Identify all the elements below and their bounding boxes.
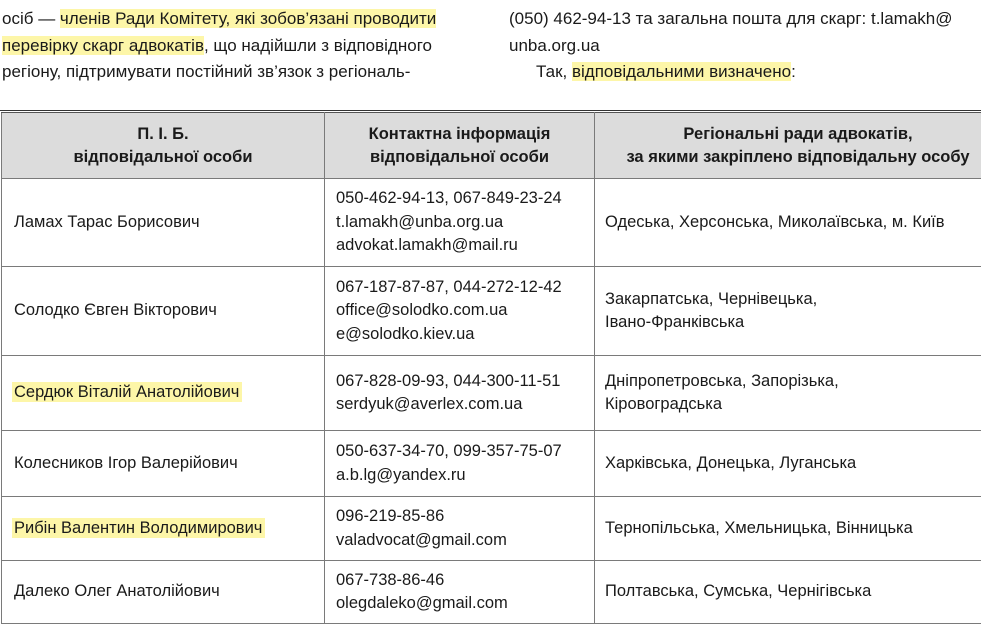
- region-line: Полтавська, Сумська, Чернігівська: [605, 580, 981, 604]
- header-name: [2, 113, 325, 179]
- cell-regions: [595, 431, 981, 497]
- region-line: Одеська, Херсонська, Миколаївська, м. Київ: [605, 211, 981, 235]
- intro-right-line-3: [509, 59, 981, 86]
- contact-line: 050-462-94-13, 067-849-23-24: [336, 187, 584, 211]
- table-row: [2, 431, 981, 497]
- person-name: Далеко Олег Анатолійович: [14, 582, 220, 600]
- intro-left-line-3: [2, 59, 480, 86]
- responsible-persons-table: [1, 112, 981, 624]
- table-top-rule: [0, 110, 981, 111]
- cell-regions: [595, 179, 981, 267]
- table-header-row: [2, 113, 981, 179]
- cell-name: [2, 267, 325, 356]
- contact-line: advokat.lamakh@mail.ru: [336, 234, 584, 258]
- region-line: Івано-Франківська: [605, 311, 981, 335]
- region-line: Тернопільська, Хмельницька, Вінницька: [605, 517, 981, 541]
- header-contact: [325, 113, 595, 179]
- cell-contact: [325, 356, 595, 431]
- table-row: [2, 179, 981, 267]
- cell-contact: [325, 267, 595, 356]
- cell-contact: [325, 561, 595, 624]
- cell-regions: [595, 561, 981, 624]
- contact-line: e@solodko.kiev.ua: [336, 323, 584, 347]
- contact-line: 067-187-87-87, 044-272-12-42: [336, 276, 584, 300]
- cell-name: [2, 497, 325, 561]
- cell-name: [2, 561, 325, 624]
- region-line: Дніпропетровська, Запорізька,: [605, 370, 981, 394]
- cell-regions: [595, 497, 981, 561]
- table-row: [2, 267, 981, 356]
- intro-right-column: [509, 6, 981, 86]
- intro-right-line-3-highlight: відповідальними визначено: [572, 62, 791, 81]
- header-name-line-1: П. І. Б.: [8, 123, 318, 146]
- cell-contact: [325, 431, 595, 497]
- header-regions-line-1: Регіональні ради адвокатів,: [601, 123, 981, 146]
- header-contact-line-1: Контактна інформація: [331, 123, 588, 146]
- header-regions-line-2: за якими закріплено відповідальну особу: [601, 146, 981, 169]
- table-row: [2, 561, 981, 624]
- region-line: Закарпатська, Чернівецька,: [605, 288, 981, 312]
- contact-line: 067-738-86-46: [336, 569, 584, 593]
- cell-name: [2, 431, 325, 497]
- intro-left-line-3-segment: регіону, підтримувати постійний зв’язок з регіональ-: [2, 62, 410, 81]
- intro-right-line-2: unba.org.ua: [509, 33, 981, 60]
- contact-line: office@solodko.com.ua: [336, 299, 584, 323]
- intro-left-line-2: [2, 33, 480, 60]
- contact-line: a.b.lg@yandex.ru: [336, 464, 584, 488]
- contact-line: valadvocat@gmail.com: [336, 529, 584, 553]
- region-line: Кіровоградська: [605, 393, 981, 417]
- person-name: Ламах Тарас Борисович: [14, 213, 200, 231]
- cell-contact: [325, 497, 595, 561]
- cell-contact: [325, 179, 595, 267]
- intro-left-line-1-segment: членів Ради Комітету, які зобов’язані проводити: [60, 9, 436, 28]
- person-name: Солодко Євген Вікторович: [14, 301, 217, 319]
- region-line: Харківська, Донецька, Луганська: [605, 452, 981, 476]
- table-row: [2, 497, 981, 561]
- contact-line: 067-828-09-93, 044-300-11-51: [336, 370, 584, 394]
- intro-left-line-1-segment: осіб —: [2, 9, 60, 28]
- person-name: Сердюк Віталій Анатолійович: [12, 382, 242, 402]
- person-name: Рибін Валентин Володимирович: [12, 518, 265, 538]
- table-row: [2, 356, 981, 431]
- header-name-line-2: відповідальної особи: [8, 146, 318, 169]
- intro-right-line-3-prefix: Так,: [536, 62, 572, 81]
- intro-right-line-3-suffix: :: [791, 62, 796, 81]
- contact-line: olegdaleko@gmail.com: [336, 592, 584, 616]
- contact-line: t.lamakh@unba.org.ua: [336, 211, 584, 235]
- header-contact-line-2: відповідальної особи: [331, 146, 588, 169]
- intro-left-line-2-segment: , що надійшли з відповідного: [204, 36, 432, 55]
- contact-line: serdyuk@averlex.com.ua: [336, 393, 584, 417]
- intro-left-line-1: [2, 6, 480, 33]
- person-name: Колесников Ігор Валерійович: [14, 454, 238, 472]
- contact-line: 096-219-85-86: [336, 505, 584, 529]
- cell-regions: [595, 356, 981, 431]
- cell-name: [2, 179, 325, 267]
- contact-line: 050-637-34-70, 099-357-75-07: [336, 440, 584, 464]
- cell-regions: [595, 267, 981, 356]
- intro-right-line-1: (050) 462-94-13 та загальна пошта для скарг: t.lamakh@: [509, 6, 981, 33]
- header-regions: [595, 113, 981, 179]
- cell-name: [2, 356, 325, 431]
- intro-left-line-2-segment: перевірку скарг адвокатів: [2, 36, 204, 55]
- intro-left-column: [2, 6, 480, 86]
